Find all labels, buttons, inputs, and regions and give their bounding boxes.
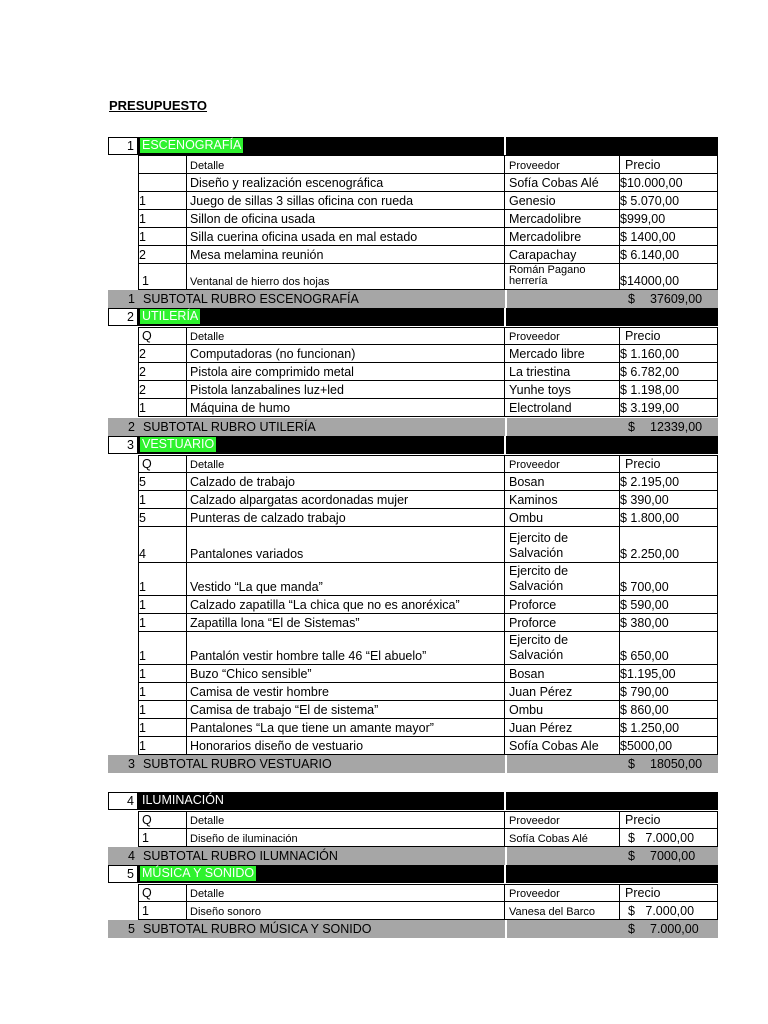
subtotal-amount: 7000,00 xyxy=(650,849,696,863)
section-number: 3 xyxy=(108,436,138,454)
subtotal-row xyxy=(108,290,718,308)
quantity-cell: 2 xyxy=(138,345,187,363)
section-title: UTILERÍA xyxy=(142,309,199,323)
section-title: VESTUARIO xyxy=(142,437,215,451)
precio-cell: $ 390,00 xyxy=(620,491,718,509)
section-header xyxy=(108,865,718,883)
proveedor-cell: Juan Pérez xyxy=(505,683,620,701)
subtotal-label: SUBTOTAL RUBRO UTILERÍA xyxy=(143,420,316,434)
detalle-cell: Punteras de calzado trabajo xyxy=(187,509,505,527)
detalle-cell: Pantalones variados xyxy=(187,527,505,563)
column-header-row xyxy=(108,155,718,174)
precio-cell: $ 2.250,00 xyxy=(620,527,718,563)
section-title: MÚSICA Y SONIDO xyxy=(142,866,255,880)
column-header-row xyxy=(108,455,718,473)
proveedor-cell: Vanesa del Barco xyxy=(505,902,620,920)
quantity-cell: 1 xyxy=(138,701,187,719)
subtotal-number: 5 xyxy=(128,922,135,936)
precio-cell: $ 5.070,00 xyxy=(620,192,718,210)
detalle-cell: Diseño sonoro xyxy=(187,902,505,920)
detalle-cell: Buzo “Chico sensible” xyxy=(187,665,505,683)
detalle-cell: Juego de sillas 3 sillas oficina con rueda xyxy=(187,192,505,210)
table-row xyxy=(108,509,718,527)
table-row xyxy=(108,345,718,363)
table-row xyxy=(108,192,718,210)
table-row xyxy=(108,473,718,491)
section-header xyxy=(108,308,718,326)
proveedor-cell: Electroland xyxy=(505,399,620,417)
precio-cell: $ 1.160,00 xyxy=(620,345,718,363)
precio-cell: $ 1.250,00 xyxy=(620,719,718,737)
table-row xyxy=(108,210,718,228)
subtotal-label: SUBTOTAL RUBRO VESTUARIO xyxy=(143,757,332,771)
section-header-bar xyxy=(138,308,718,326)
section-number: 4 xyxy=(108,792,138,810)
precio-cell: $ 6.782,00 xyxy=(620,363,718,381)
column-header-row xyxy=(108,327,718,345)
proveedor-cell: Kaminos xyxy=(505,491,620,509)
table-row xyxy=(108,174,718,192)
table-row xyxy=(108,596,718,614)
subtotal-label: SUBTOTAL RUBRO ILUMNACIÓN xyxy=(143,849,338,863)
section-title: ESCENOGRAFÍA xyxy=(142,138,242,152)
currency-symbol: $ xyxy=(628,849,635,863)
precio-cell: $ 860,00 xyxy=(620,701,718,719)
proveedor-cell: Mercadolibre xyxy=(505,210,620,228)
section-header-divider xyxy=(504,436,506,454)
subtotal-amount: 7.000,00 xyxy=(650,922,699,936)
subtotal-number: 3 xyxy=(128,757,135,771)
detalle-cell: Calzado alpargatas acordonadas mujer xyxy=(187,491,505,509)
subtotal-row xyxy=(108,920,718,938)
table-row xyxy=(108,665,718,683)
precio-cell: $ 650,00 xyxy=(620,632,718,665)
table-row xyxy=(108,683,718,701)
proveedor-header: Proveedor xyxy=(505,811,620,829)
quantity-cell: 2 xyxy=(138,363,187,381)
quantity-cell: 1 xyxy=(138,210,187,228)
subtotal-number: 1 xyxy=(128,292,135,306)
subtotal-amount: 18050,00 xyxy=(650,757,703,771)
detalle-cell: Zapatilla lona “El de Sistemas” xyxy=(187,614,505,632)
table-row xyxy=(108,563,718,596)
proveedor-cell: Sofía Cobas Alé xyxy=(505,829,620,847)
subtotal-number: 2 xyxy=(128,420,135,434)
q-header: Q xyxy=(138,327,187,345)
table-row xyxy=(108,246,718,264)
proveedor-cell: Mercadolibre xyxy=(505,228,620,246)
section-number: 1 xyxy=(108,137,138,155)
proveedor-header: Proveedor xyxy=(505,884,620,902)
proveedor-cell: Proforce xyxy=(505,614,620,632)
table-row xyxy=(108,614,718,632)
detalle-cell: Pantalones “La que tiene un amante mayor” xyxy=(187,719,505,737)
q-header xyxy=(138,155,187,174)
section-header-divider xyxy=(504,137,506,155)
detalle-cell: Pantalón vestir hombre talle 46 “El abuelo” xyxy=(187,632,505,665)
proveedor-cell: Juan Pérez xyxy=(505,719,620,737)
precio-cell: $ 700,00 xyxy=(620,563,718,596)
precio-cell: $ 590,00 xyxy=(620,596,718,614)
currency-symbol: $ xyxy=(628,292,635,306)
detalle-cell: Mesa melamina reunión xyxy=(187,246,505,264)
table-row xyxy=(108,829,718,847)
section-header-bar xyxy=(138,436,718,454)
quantity-cell: 2 xyxy=(138,246,187,264)
precio-cell: $ 2.195,00 xyxy=(620,473,718,491)
subtotal-divider xyxy=(505,290,507,308)
quantity-cell: 5 xyxy=(138,509,187,527)
detalle-header: Detalle xyxy=(187,455,505,473)
detalle-cell: Pistola lanzabalines luz+led xyxy=(187,381,505,399)
quantity-cell: 1 xyxy=(138,596,187,614)
proveedor-cell: Ejercito de Salvación xyxy=(505,632,620,665)
table-row xyxy=(108,701,718,719)
proveedor-cell: Ejercito de Salvación xyxy=(505,563,620,596)
quantity-cell: 1 xyxy=(138,399,187,417)
proveedor-cell: Mercado libre xyxy=(505,345,620,363)
proveedor-cell: Carapachay xyxy=(505,246,620,264)
subtotal-divider xyxy=(505,920,507,938)
quantity-cell: 1 xyxy=(138,683,187,701)
quantity-cell: 4 xyxy=(138,527,187,563)
precio-cell: $ 1.198,00 xyxy=(620,381,718,399)
precio-cell: $ 380,00 xyxy=(620,614,718,632)
detalle-cell: Pistola aire comprimido metal xyxy=(187,363,505,381)
detalle-header: Detalle xyxy=(187,327,505,345)
detalle-cell: Diseño de iluminación xyxy=(187,829,505,847)
quantity-cell: 1 xyxy=(138,665,187,683)
proveedor-cell: Román Pagano herrería xyxy=(505,264,620,290)
precio-cell: $ 7.000,00 xyxy=(620,902,718,920)
quantity-cell: 1 xyxy=(138,192,187,210)
detalle-cell: Ventanal de hierro dos hojas xyxy=(187,264,505,290)
precio-cell: $10.000,00 xyxy=(620,174,718,192)
proveedor-cell: La triestina xyxy=(505,363,620,381)
section-header xyxy=(108,137,718,155)
detalle-cell: Calzado zapatilla “La chica que no es anoréxica” xyxy=(187,596,505,614)
precio-cell: $5000,00 xyxy=(620,737,718,755)
subtotal-row xyxy=(108,847,718,865)
quantity-cell: 1 xyxy=(138,491,187,509)
section-number: 5 xyxy=(108,865,138,883)
precio-header: Precio xyxy=(620,884,718,902)
detalle-cell: Calzado de trabajo xyxy=(187,473,505,491)
proveedor-header: Proveedor xyxy=(505,327,620,345)
proveedor-cell: Ombu xyxy=(505,701,620,719)
detalle-header: Detalle xyxy=(187,155,505,174)
detalle-cell: Vestido “La que manda” xyxy=(187,563,505,596)
quantity-cell: 1 xyxy=(138,632,187,665)
q-header: Q xyxy=(138,884,187,902)
currency-symbol: $ xyxy=(628,922,635,936)
proveedor-cell: Yunhe toys xyxy=(505,381,620,399)
table-row xyxy=(108,399,718,417)
table-row xyxy=(108,264,718,290)
table-row xyxy=(108,491,718,509)
quantity-cell: 1 xyxy=(138,264,187,290)
proveedor-cell: Ombu xyxy=(505,509,620,527)
quantity-cell: 1 xyxy=(138,228,187,246)
subtotal-label: SUBTOTAL RUBRO ESCENOGRAFÍA xyxy=(143,292,359,306)
table-row xyxy=(108,381,718,399)
subtotal-value xyxy=(620,290,718,308)
detalle-cell: Honorarios diseño de vestuario xyxy=(187,737,505,755)
proveedor-header: Proveedor xyxy=(505,155,620,174)
detalle-header: Detalle xyxy=(187,811,505,829)
subtotal-amount: 12339,00 xyxy=(650,420,703,434)
subtotal-divider xyxy=(505,755,507,773)
precio-cell: $1.195,00 xyxy=(620,665,718,683)
quantity-cell: 1 xyxy=(138,829,187,847)
subtotal-amount: 37609,00 xyxy=(650,292,703,306)
precio-header: Precio xyxy=(620,455,718,473)
detalle-cell: Camisa de trabajo “El de sistema” xyxy=(187,701,505,719)
section-header-divider xyxy=(504,308,506,326)
table-row xyxy=(108,737,718,755)
subtotal-label: SUBTOTAL RUBRO MÚSICA Y SONIDO xyxy=(143,922,372,936)
section-header-divider xyxy=(504,792,506,810)
precio-cell: $ 1.800,00 xyxy=(620,509,718,527)
quantity-cell: 1 xyxy=(138,902,187,920)
proveedor-cell: Genesio xyxy=(505,192,620,210)
precio-cell: $14000,00 xyxy=(620,264,718,290)
proveedor-cell: Sofía Cobas Alé xyxy=(505,174,620,192)
detalle-cell: Máquina de humo xyxy=(187,399,505,417)
detalle-cell: Diseño y realización escenográfica xyxy=(187,174,505,192)
detalle-header: Detalle xyxy=(187,884,505,902)
currency-symbol: $ xyxy=(628,420,635,434)
section-number: 2 xyxy=(108,308,138,326)
table-row xyxy=(108,719,718,737)
precio-cell: $ 3.199,00 xyxy=(620,399,718,417)
proveedor-header: Proveedor xyxy=(505,455,620,473)
currency-symbol: $ xyxy=(628,757,635,771)
quantity-cell: 1 xyxy=(138,563,187,596)
page-title: PRESUPUESTO xyxy=(109,98,208,113)
column-header-row xyxy=(108,811,718,829)
subtotal-divider xyxy=(505,847,507,865)
precio-cell: $999,00 xyxy=(620,210,718,228)
table-row xyxy=(108,527,718,563)
precio-cell: $ 1400,00 xyxy=(620,228,718,246)
quantity-cell: 2 xyxy=(138,381,187,399)
precio-header: Precio xyxy=(620,327,718,345)
detalle-cell: Camisa de vestir hombre xyxy=(187,683,505,701)
subtotal-row xyxy=(108,755,718,773)
q-header: Q xyxy=(138,811,187,829)
table-row xyxy=(108,228,718,246)
section-header xyxy=(108,792,718,810)
subtotal-value xyxy=(620,418,718,436)
subtotal-value xyxy=(620,847,718,865)
precio-header: Precio xyxy=(620,811,718,829)
detalle-cell: Sillon de oficina usada xyxy=(187,210,505,228)
column-header-row xyxy=(108,884,718,902)
section-title: ILUMINACIÓN xyxy=(142,793,224,807)
quantity-cell xyxy=(138,174,187,192)
precio-cell: $ 6.140,00 xyxy=(620,246,718,264)
quantity-cell: 1 xyxy=(138,737,187,755)
table-row xyxy=(108,632,718,665)
subtotal-divider xyxy=(505,418,507,436)
proveedor-cell: Sofía Cobas Ale xyxy=(505,737,620,755)
section-header xyxy=(108,436,718,454)
precio-cell: $ 790,00 xyxy=(620,683,718,701)
proveedor-cell: Bosan xyxy=(505,473,620,491)
quantity-cell: 1 xyxy=(138,719,187,737)
precio-header: Precio xyxy=(620,155,718,174)
proveedor-cell: Bosan xyxy=(505,665,620,683)
subtotal-number: 4 xyxy=(128,849,135,863)
quantity-cell: 5 xyxy=(138,473,187,491)
detalle-cell: Computadoras (no funcionan) xyxy=(187,345,505,363)
precio-cell: $ 7.000,00 xyxy=(620,829,718,847)
subtotal-value xyxy=(620,920,718,938)
subtotal-value xyxy=(620,755,718,773)
section-header-divider xyxy=(504,865,506,883)
table-row xyxy=(108,902,718,920)
proveedor-cell: Proforce xyxy=(505,596,620,614)
table-row xyxy=(108,363,718,381)
subtotal-row xyxy=(108,418,718,436)
q-header: Q xyxy=(138,455,187,473)
detalle-cell: Silla cuerina oficina usada en mal estado xyxy=(187,228,505,246)
proveedor-cell: Ejercito de Salvación xyxy=(505,527,620,563)
quantity-cell: 1 xyxy=(138,614,187,632)
